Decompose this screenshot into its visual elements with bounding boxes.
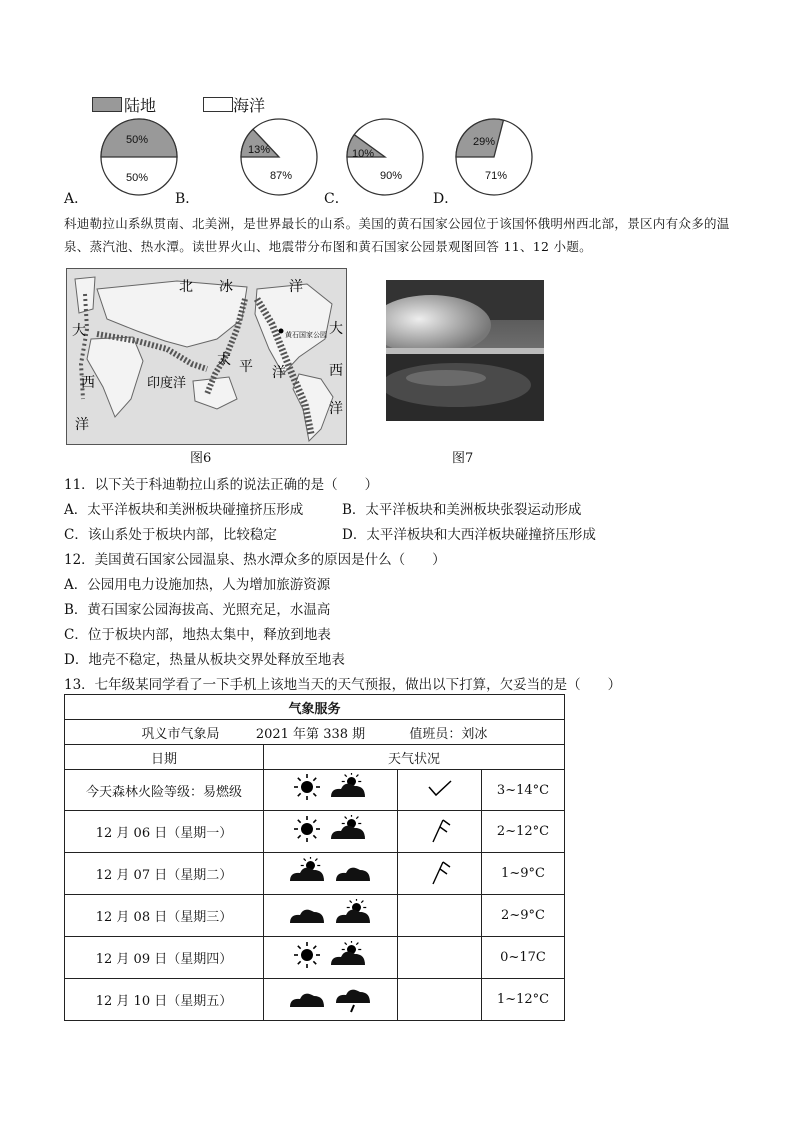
q12-option-d[interactable]: D．地壳不稳定，热量从板块交界处释放至地表: [64, 652, 345, 668]
partly-cloudy-icon: [334, 899, 374, 929]
weather-row-icons: [264, 770, 398, 811]
land-percent-label: 50%: [126, 134, 149, 146]
yellowstone-marker: [279, 329, 284, 334]
land-percent-label: 10%: [352, 148, 375, 160]
figure-7-caption: 图7: [452, 451, 474, 466]
ocean-percent-label: 71%: [485, 170, 508, 182]
pie-option-d[interactable]: [455, 118, 533, 196]
cloudy-icon: [288, 983, 328, 1013]
weather-row-icons: [264, 937, 398, 979]
pie-option-letter[interactable]: B．: [175, 191, 200, 207]
cloudy-icon: [288, 899, 328, 933]
partly-cloudy-icon: [329, 941, 369, 975]
weather-row-icons: [264, 811, 398, 853]
ocean-legend-swatch: [203, 97, 233, 112]
yellowstone-label: 黄石国家公园: [285, 331, 327, 339]
col-date-header: 日期: [65, 745, 264, 770]
duty-officer: 值班员：刘冰: [409, 726, 488, 742]
weather-row-temp: 3~14°C: [482, 770, 565, 811]
q13-stem: 13．七年级某同学看了一下手机上该地当天的天气预报，做出以下打算，欠妥当的是（ ）: [64, 677, 622, 693]
weather-row: [65, 853, 565, 895]
weather-row-date: 12 月 06 日（星期一）: [65, 811, 264, 853]
weather-table: [64, 694, 565, 1021]
sun-icon: [293, 941, 323, 975]
weather-row-wind: [398, 770, 482, 811]
weather-row-temp: 1~12°C: [482, 979, 565, 1021]
weather-row-date: 12 月 07 日（星期二）: [65, 853, 264, 895]
weather-row-temp: 0~17C: [482, 937, 565, 979]
world-map-figure: [66, 268, 347, 445]
wind-flag-icon: [425, 815, 455, 845]
sun-icon: [293, 773, 323, 803]
sun-icon: [293, 815, 323, 849]
weather-subheader: [65, 720, 565, 745]
cloudy-icon: [288, 983, 328, 1017]
rain-cloud-icon: [334, 983, 374, 1013]
map-label-yang-left: 洋: [75, 417, 89, 433]
rain-cloud-icon: [334, 983, 374, 1017]
q11-option-b[interactable]: B．太平洋板块和美洲板块张裂运动形成: [342, 502, 582, 518]
land-legend-label: 陆地: [124, 96, 157, 115]
weather-row: [65, 895, 565, 937]
partly-cloudy-icon: [329, 773, 369, 803]
weather-row-temp: 2~12°C: [482, 811, 565, 853]
land-legend-swatch: [92, 97, 122, 112]
ocean-legend-label: 海洋: [233, 96, 266, 115]
cloudy-icon: [334, 857, 374, 887]
q12-option-c[interactable]: C．位于板块内部，地热太集中，释放到地表: [64, 627, 331, 643]
land-percent-label: 13%: [248, 144, 271, 156]
weather-row-wind: [398, 853, 482, 895]
map-label-yang-mid: 洋: [272, 365, 286, 381]
wind-flag-icon: [425, 857, 455, 891]
ocean-percent-label: 87%: [270, 170, 293, 182]
weather-row: [65, 770, 565, 811]
pie-option-letter[interactable]: C．: [324, 191, 349, 207]
partly-cloudy-icon: [288, 857, 328, 887]
map-label-da-right: 大: [329, 321, 343, 337]
ocean-percent-label: 50%: [126, 172, 149, 184]
weather-row-wind: [398, 811, 482, 853]
partly-cloudy-icon: [329, 773, 369, 807]
sun-icon: [293, 941, 323, 971]
pie-option-letter[interactable]: A．: [64, 191, 89, 207]
sun-icon: [293, 815, 323, 845]
map-label-yang-right: 洋: [329, 401, 343, 417]
yellowstone-photo: [386, 280, 544, 421]
partly-cloudy-icon: [288, 857, 328, 891]
pie-option-letter[interactable]: D．: [433, 191, 459, 207]
partly-cloudy-icon: [329, 815, 369, 849]
figure-6-caption: 图6: [190, 451, 212, 466]
q11-option-d[interactable]: D．太平洋板块和大西洋板块碰撞挤压形成: [342, 527, 596, 543]
map-label-xi-left: 西: [81, 375, 95, 391]
weather-row-icons: [264, 895, 398, 937]
map-label-tai: 太: [217, 352, 231, 368]
weather-row-wind: [398, 895, 482, 937]
cloudy-icon: [334, 857, 374, 891]
intro-paragraph: 科迪勒拉山系纵贯南、北美洲，是世界最长的山系。美国的黄石国家公园位于该国怀俄明州西北部，景区内有众多的温泉、蒸汽池、热水潭。读世界火山、地震带分布图和黄石国家公园景观图回答 11、12 小题。: [64, 216, 730, 254]
calm-wind-icon: [425, 775, 455, 801]
map-label-yang1: 洋: [289, 279, 303, 295]
weather-row: [65, 811, 565, 853]
land-percent-label: 29%: [473, 136, 496, 148]
partly-cloudy-icon: [329, 815, 369, 845]
weather-row: [65, 979, 565, 1021]
weather-row-wind: [398, 937, 482, 979]
hot-spring-photo: [386, 280, 544, 421]
weather-row-wind: [398, 979, 482, 1021]
col-weather-header: 天气状况: [264, 745, 565, 770]
world-map: [67, 269, 346, 444]
map-label-north: 北: [179, 279, 193, 295]
q12-stem: 12．美国黄石国家公园温泉、热水潭众多的原因是什么（ ）: [64, 552, 446, 568]
q11-option-c[interactable]: C．该山系处于板块内部，比较稳定: [64, 527, 277, 543]
map-label-indian-ocean: 印度洋: [147, 376, 187, 391]
cloudy-icon: [288, 899, 328, 929]
bureau-name: 巩义市气象局: [141, 726, 220, 742]
q11-stem: 11．以下关于科迪勒拉山系的说法正确的是（ ）: [64, 477, 379, 493]
weather-row: [65, 937, 565, 979]
partly-cloudy-icon: [334, 899, 374, 933]
weather-row-date: 今天森林火险等级：易燃级: [65, 770, 264, 811]
calm-wind-icon: [425, 775, 455, 805]
wind-flag-icon: [425, 857, 455, 887]
map-label-xi-right: 西: [329, 363, 343, 379]
weather-row-temp: 1~9°C: [482, 853, 565, 895]
map-label-ping: 平: [239, 359, 253, 375]
weather-row-icons: [264, 979, 398, 1021]
pie-option-c[interactable]: [346, 118, 424, 196]
weather-title: 气象服务: [65, 695, 565, 720]
weather-row-temp: 2~9°C: [482, 895, 565, 937]
map-label-da-left: 大: [72, 323, 86, 339]
q12-option-a[interactable]: A．公园用电力设施加热，人为增加旅游资源: [64, 577, 331, 593]
partly-cloudy-icon: [329, 941, 369, 971]
q11-option-a[interactable]: A．太平洋板块和美洲板块碰撞挤压形成: [64, 502, 304, 518]
q12-option-b[interactable]: B．黄石国家公园海拔高、光照充足，水温高: [64, 602, 331, 618]
ocean-percent-label: 90%: [380, 170, 403, 182]
weather-row-date: 12 月 09 日（星期四）: [65, 937, 264, 979]
weather-row-date: 12 月 08 日（星期三）: [65, 895, 264, 937]
issue-number: 2021 年第 338 期: [255, 726, 366, 742]
weather-row-icons: [264, 853, 398, 895]
weather-row-date: 12 月 10 日（星期五）: [65, 979, 264, 1021]
sun-icon: [293, 773, 323, 807]
map-label-ice: 冰: [219, 279, 233, 295]
pie-option-b[interactable]: [240, 118, 318, 196]
pie-option-a[interactable]: [100, 118, 178, 196]
wind-flag-icon: [425, 815, 455, 849]
